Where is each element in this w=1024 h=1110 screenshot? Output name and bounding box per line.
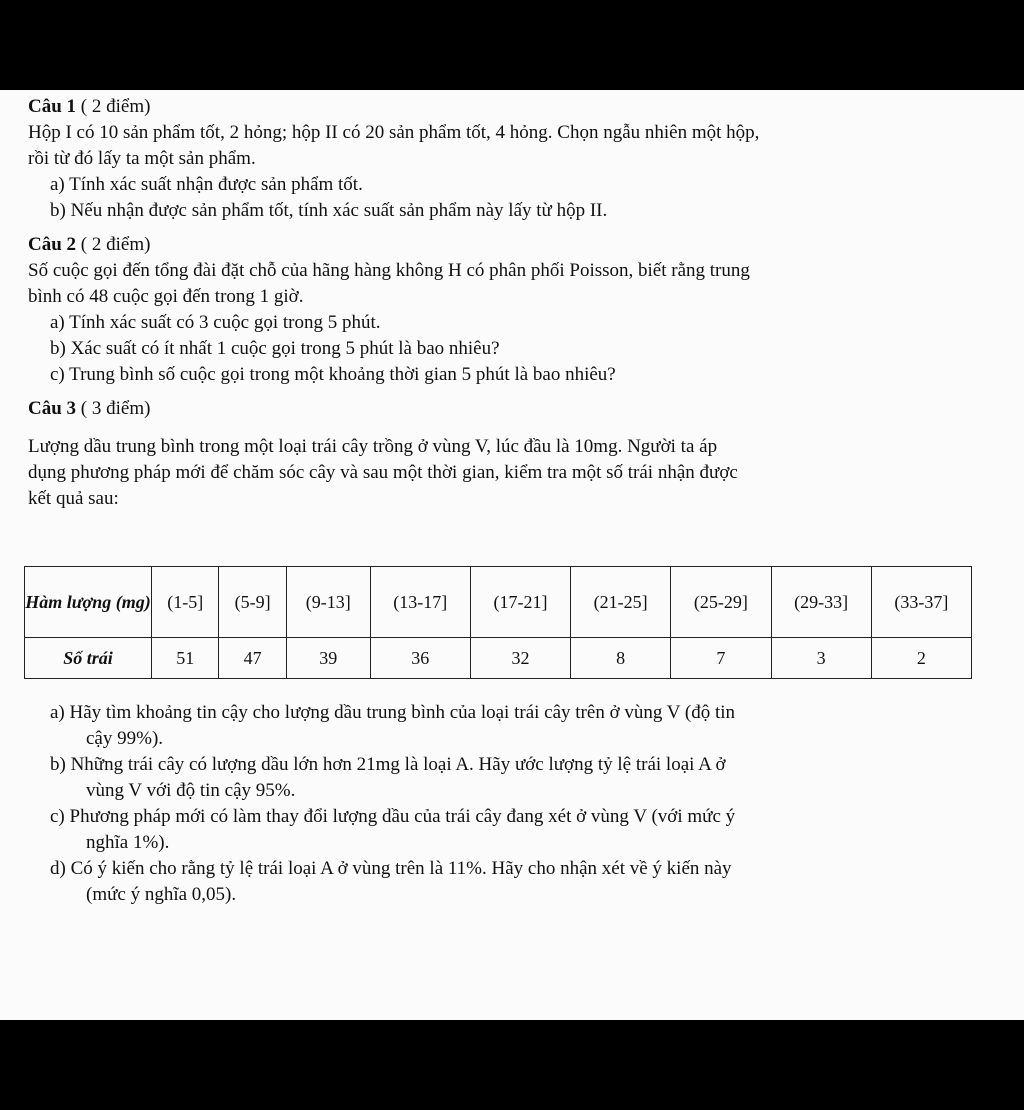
q2-body-line-2: bình có 48 cuộc gọi đến trong 1 giờ. [28,286,304,307]
q3-part-a-line-1: a) Hãy tìm khoảng tin cậy cho lượng dầu trung bình của loại trái cây trên ở vùng V (độ tin [50,702,736,723]
table-cell-interval: (9-13] [286,567,370,638]
q3-part-c-line-2: nghĩa 1%). [86,832,170,853]
q2-part-c: c) Trung bình số cuộc gọi trong một khoảng thời gian 5 phút là bao nhiêu? [50,364,616,385]
table-row-intervals [25,567,972,638]
table-cell-interval: (1-5] [152,567,219,638]
table-cell-interval: (21-25] [571,567,671,638]
table-cell-count: 47 [219,638,286,679]
q3-part-a-line-2: cậy 99%). [86,728,164,749]
q2-points: ( 2 điểm) [76,234,151,255]
q3-part-c-line-1: c) Phương pháp mới có làm thay đổi lượng dầu của trái cây đang xét ở vùng V (với mức ý [50,806,736,827]
table-cell-count: 39 [286,638,370,679]
q3-part-b-line-2: vùng V với độ tin cậy 95%. [86,780,296,801]
oil-content-table [24,566,972,679]
q3-title [28,396,988,422]
q3-body-line-3: kết quả sau: [28,488,119,509]
q2-part-a: a) Tính xác suất có 3 cuộc gọi trong 5 phút. [50,312,381,333]
table-row-counts [25,638,972,679]
table-cell-interval: (17-21] [470,567,570,638]
table-cell-count: 8 [571,638,671,679]
q3-body-line-1: Lượng dầu trung bình trong một loại trái cây trồng ở vùng V, lúc đầu là 10mg. Người ta áp [28,436,718,457]
q1-part-b: b) Nếu nhận được sản phẩm tốt, tính xác suất sản phẩm này lấy từ hộp II. [50,200,608,221]
q2-body-line-1: Số cuộc gọi đến tổng đài đặt chỗ của hãng hàng không H có phân phối Poisson, biết rằng trung [28,260,750,281]
table-cell-interval: (29-33] [771,567,871,638]
table-cell-interval: (5-9] [219,567,286,638]
q3-points: ( 3 điểm) [76,398,151,419]
q1-label: Câu 1 [28,96,77,117]
q1-part-a: a) Tính xác suất nhận được sản phẩm tốt. [50,174,363,195]
q3-label: Câu 3 [28,398,77,419]
q3-part-b-line-1: b) Những trái cây có lượng dầu lớn hơn 21mg là loại A. Hãy ước lượng tỷ lệ trái loại A ở [50,754,726,775]
table-cell-interval: (25-29] [671,567,771,638]
table-cell-count: 7 [671,638,771,679]
q3-body-line-2: dụng phương pháp mới để chăm sóc cây và sau một thời gian, kiểm tra một số trái nhận được [28,462,738,483]
q3-part-d-line-2: (mức ý nghĩa 0,05). [86,884,237,905]
table-head-content: Hàm lượng (mg) [25,567,152,638]
q1-title [28,94,988,120]
table-head-count: Số trái [25,638,152,679]
q1-body-line-2: rồi từ đó lấy ta một sản phẩm. [28,148,256,169]
document-page [0,90,1024,1020]
table-cell-count: 51 [152,638,219,679]
table-cell-interval: (13-17] [370,567,470,638]
q1-points: ( 2 điểm) [76,96,151,117]
table-cell-count: 36 [370,638,470,679]
table-cell-count: 32 [470,638,570,679]
table-cell-count: 2 [871,638,971,679]
table-cell-interval: (33-37] [871,567,971,638]
q3-parts [28,700,988,908]
q1-body-line-1: Hộp I có 10 sản phẩm tốt, 2 hỏng; hộp II có 20 sản phẩm tốt, 4 hỏng. Chọn ngẫu nhiên một hộp, [28,122,760,143]
q2-part-b: b) Xác suất có ít nhất 1 cuộc gọi trong 5 phút là bao nhiêu? [50,338,500,359]
q3-part-d-line-1: d) Có ý kiến cho rằng tỷ lệ trái loại A ở vùng trên là 11%. Hãy cho nhận xét về ý kiến này [50,858,732,879]
table-cell-count: 3 [771,638,871,679]
exam-content [28,94,988,512]
q2-label: Câu 2 [28,234,77,255]
q2-title [28,232,988,258]
